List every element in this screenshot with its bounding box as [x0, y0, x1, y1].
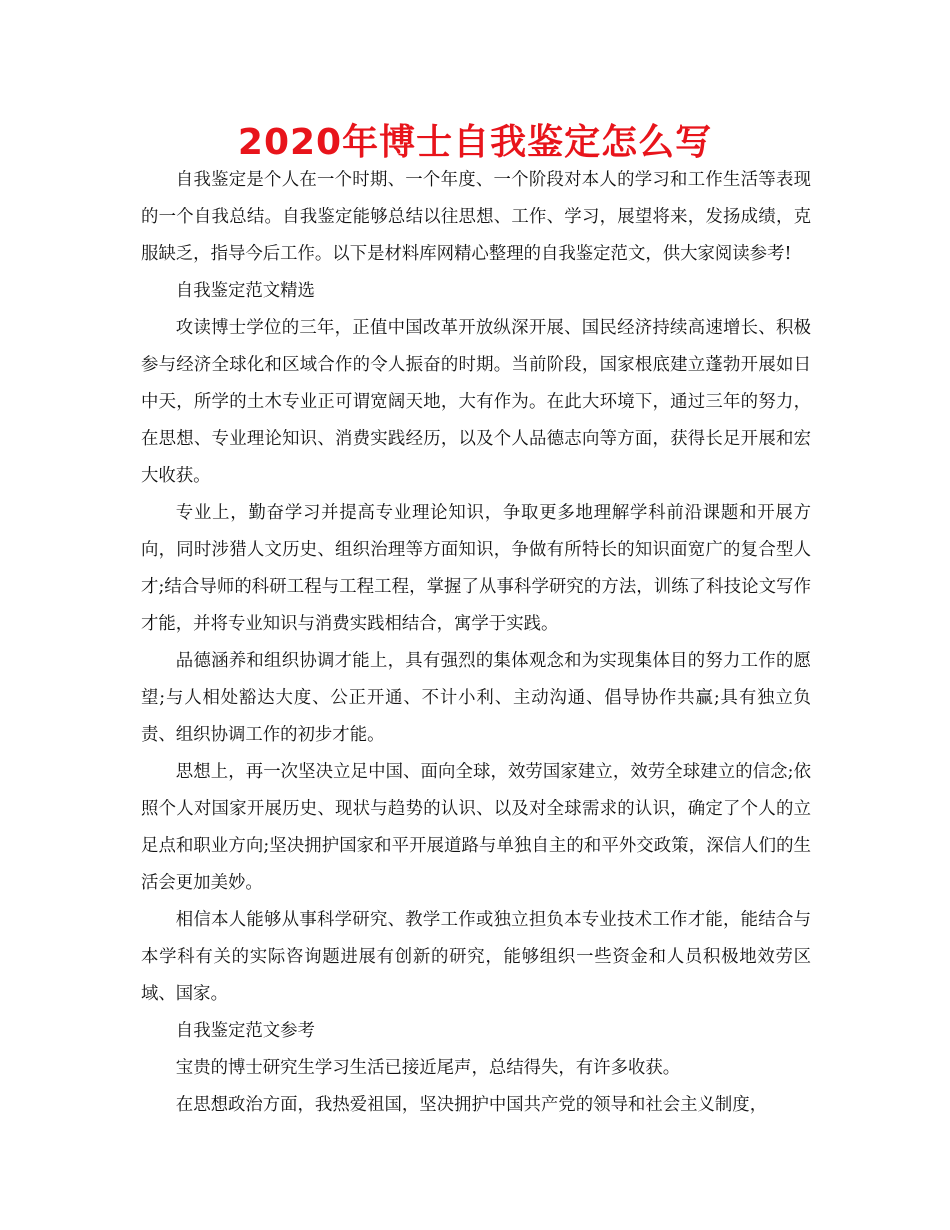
paragraph: 宝贵的博士研究生学习生活已接近尾声，总结得失，有许多收获。 — [175, 1058, 681, 1078]
section-heading: 自我鉴定范文精选 — [175, 281, 315, 301]
paragraph: 在思想政治方面，我热爱祖国，坚决拥护中国共产党的领导和社会主义制度， — [175, 1095, 768, 1115]
document-body — [141, 162, 811, 1124]
paragraph: 思想上，再一次坚决立足中国、面向全球，效劳国家建立，效劳全球建立的信念;依照个人对国家开展历史、现状与趋势的认识、以及对全球需求的认识，确定了个人的立足点和职业方向;坚决拥护国家和平开展道路与单独自主的和平外交政策，深信人们的生活会更加美妙。 — [141, 762, 811, 893]
paragraph: 品德涵养和组织协调才能上，具有强烈的集体观念和为实现集体目的努力工作的愿望;与人相处豁达大度、公正开通、不计小利、主动沟通、倡导协作共赢;具有独立负责、组织协调工作的初步才能。 — [141, 651, 811, 745]
paragraph: 攻读博士学位的三年，正值中国改革开放纵深开展、国民经济持续高速增长、积极参与经济全球化和区域合作的令人振奋的时期。当前阶段，国家根底建立蓬勃开展如日中天，所学的土木专业正可谓宽阔天地，大有作为。在此大环境下，通过三年的努力，在思想、专业理论知识、消费实践经历，以及个人品德志向等方面，获得长足开展和宏大收获。 — [141, 318, 811, 486]
document-title: 2020年博士自我鉴定怎么写 — [237, 122, 713, 163]
paragraph: 相信本人能够从事科学研究、教学工作或独立担负本专业技术工作才能，能结合与本学科有关的实际咨询题进展有创新的研究，能够组织一些资金和人员积极地效劳区域、国家。 — [141, 910, 811, 1004]
section-heading: 自我鉴定范文参考 — [175, 1021, 315, 1041]
paragraph: 自我鉴定是个人在一个时期、一个年度、一个阶段对本人的学习和工作生活等表现的一个自我总结。自我鉴定能够总结以往思想、工作、学习，展望将来，发扬成绩，克服缺乏，指导今后工作。以下是材料库网精心整理的自我鉴定范文，供大家阅读参考! — [141, 170, 811, 264]
paragraph: 专业上，勤奋学习并提高专业理论知识，争取更多地理解学科前沿课题和开展方向，同时涉猎人文历史、组织治理等方面知识，争做有所特长的知识面宽广的复合型人才;结合导师的科研工程与工程工程，掌握了从事科学研究的方法，训练了科技论文写作才能，并将专业知识与消费实践相结合，寓学于实践。 — [141, 503, 811, 634]
